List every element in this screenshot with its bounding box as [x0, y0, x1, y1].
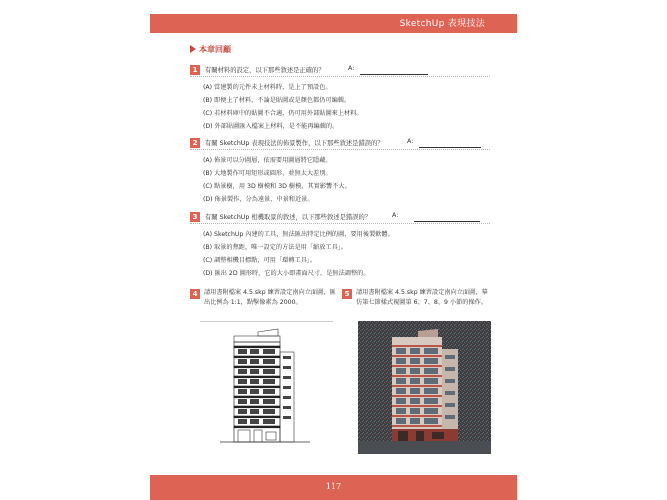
answer-label: A: — [407, 138, 414, 145]
chapter-header-title: SketchUp 表現技法 — [399, 19, 485, 29]
option-d: (D) 匯出 2D 圖形時，它的大小即畫面尺寸，是無法調整的。 — [203, 270, 370, 277]
option-a: (A) 佈景可以分圖層，依需要用圖層將它隱藏。 — [203, 157, 332, 164]
question-3 — [190, 211, 490, 277]
option-b: (B) 取景的焦距，唯一設定的方法是用「縮放工具」。 — [203, 244, 348, 251]
book-page — [150, 0, 517, 500]
answer-blank[interactable] — [414, 221, 480, 222]
question-2 — [190, 137, 490, 203]
page-number: 117 — [325, 482, 342, 491]
dotted-divider — [190, 76, 490, 77]
dotted-divider — [190, 149, 490, 150]
option-d: (D) 佈景製作，分為遠景、中景和近景。 — [203, 196, 314, 203]
building-elevation-lineart — [200, 321, 333, 455]
question-1 — [190, 64, 490, 130]
option-c: (C) 點景樹，用 3D 樹模和 3D 樹模，其實影響不大。 — [203, 183, 351, 190]
building-elevation-rendered — [358, 321, 491, 454]
answer-blank[interactable] — [360, 74, 428, 75]
answer-blank[interactable] — [419, 147, 481, 148]
option-a: (A) 當建製的元件未上材料時，是上了預設色。 — [203, 84, 332, 91]
question-text: 有關 SketchUp 相機取景的敘述，以下那些敘述是錯誤的？ — [205, 214, 372, 221]
option-b: (B) 即便上了材料，不論是貼圖或是顏色都仍可編輯。 — [203, 97, 351, 104]
task-number-badge: 5 — [342, 289, 352, 299]
section-title-text: 本章回顧 — [199, 45, 231, 54]
question-number-badge: 2 — [190, 138, 200, 148]
option-b: (B) 大地製作可用矩形或圓形，並無太大差別。 — [203, 170, 332, 177]
question-number-badge: 3 — [190, 212, 200, 222]
question-text: 有關材料的設定，以下那些敘述是正確的？ — [205, 67, 325, 74]
answer-label: A: — [392, 212, 399, 219]
question-number-badge: 1 — [190, 65, 200, 75]
answer-label: A: — [348, 65, 355, 72]
option-c: (C) 若材料庫中的貼圖不合適，仍可用外部貼圖來上材料。 — [203, 110, 363, 117]
task-text: 請用書附檔案 4.5.skp 練習設定南向立面圖，匯出比例為 1:1，點擊像素為 2000。 — [204, 289, 336, 306]
section-title — [190, 44, 231, 55]
task-number-badge: 4 — [190, 289, 200, 299]
option-d: (D) 外部貼圖匯入檔案上材料，是不能再編輯的。 — [203, 123, 339, 130]
task-text: 請用書附檔案 4.5.skp 練習設定南向立面圖，摹仿第七節樣式視圖第 6、7、8、9 小節的操作。 — [356, 289, 488, 306]
question-text: 有關 SketchUp 表現技法的佈景製作，以下那些敘述是錯誤的？ — [205, 140, 384, 147]
option-a: (A) SketchUp 內建的工具，無法匯出特定比例的圖，要用後製軟體。 — [203, 231, 394, 238]
dotted-divider — [190, 223, 490, 224]
triangle-bullet-icon — [190, 45, 196, 53]
option-c: (C) 調整相機目標點，可用「環轉工具」。 — [203, 257, 317, 264]
